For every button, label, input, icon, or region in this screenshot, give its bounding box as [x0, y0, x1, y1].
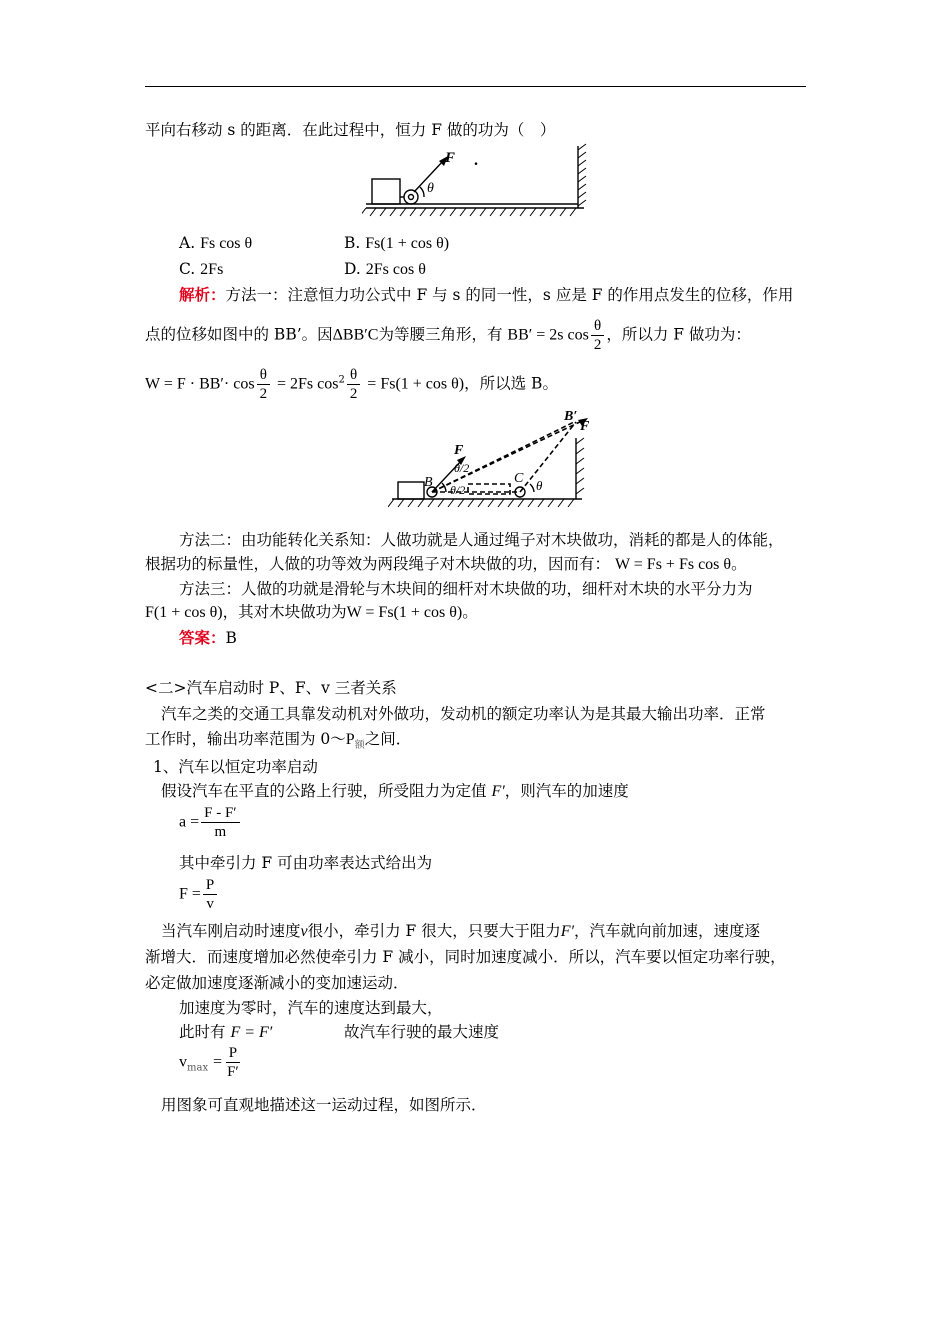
option-c: C. 2Fs — [179, 260, 224, 278]
para-start-line3: 必定做加速度逐渐减小的变加速运动． — [145, 974, 409, 992]
work-equation: W = F · BB′· cos $\frac{\theta}{2}$ = 2Fs $\cos^2$ $\frac{\theta}{2}$ = Fs(1 + cos θ)，所以选 B。 — [145, 367, 558, 402]
para-max-speed-b: 故汽车行驶的最大速度 — [344, 1023, 500, 1041]
figure-displacement — [388, 408, 590, 514]
method2-line1: 方法二：由功能转化关系知：人做功就是人通过绳子对木块做功，消耗的都是人的体能， — [179, 531, 784, 549]
para-traction: 其中牵引力 F 可由功率表达式给出为 — [179, 854, 433, 872]
section-title: <二>汽车启动时 P、F、v 三者关系 — [145, 679, 397, 697]
fig2-label-bprime: B′ — [564, 409, 578, 424]
para-start-line1: 当汽车刚启动时速度v很小，牵引力 F 很大，只要大于阻力F′，汽车就向前加速，速度逐 — [161, 922, 761, 940]
fig2-label-c: C — [514, 471, 524, 486]
method3-line1: 方法三：人做的功就是滑轮与木块间的细杆对木块做的功，细杆对木块的水平分力为 — [179, 580, 753, 598]
fig1-dot: . — [474, 152, 478, 169]
answer-line: 答案：B — [179, 628, 237, 647]
option-d: D. 2Fs cos θ — [344, 260, 426, 278]
analysis-line2: 点的位移如图中的 BB’。因ΔBB′C为等腰三角形，有 BB′ = 2s cos $\frac{\theta}{2}$ ，所以力 F 做功为： — [145, 318, 751, 353]
equation-acceleration: a = $\frac{F - F'}{m}$ — [179, 804, 242, 841]
para-max-speed-a: 此时有 F = F′ — [179, 1023, 273, 1041]
fig2-label-b: B — [424, 475, 433, 490]
fig2-label-half-top: θ/2 — [454, 461, 470, 475]
equation-vmax: $v_{max}$ = $\frac{P}{F'}$ — [179, 1045, 239, 1080]
option-b: B. Fs(1 + cos θ) — [344, 234, 450, 252]
fig2-label-half-bottom: θ/2 — [450, 483, 466, 497]
figure-block-pulley — [362, 142, 598, 220]
analysis-line1: 解析：方法一：注意恒力功公式中 F 与 s 的同一性，s 应是 F 的作用点发生的位移，作用 — [179, 285, 794, 304]
subheading-constant-power: 1、汽车以恒定功率启动 — [153, 758, 318, 776]
fig1-label-theta: θ — [427, 181, 434, 196]
section-para1-line2: 工作时，输出功率范围为 $0\sim P_额$之间． — [145, 730, 412, 751]
header-rule — [145, 86, 806, 87]
option-a: A. Fs cos θ — [179, 234, 253, 252]
question-line: 平向右移动 s 的距离．在此过程中，恒力 F 做的功为（ ） — [145, 121, 556, 139]
para-graph: 用图象可直观地描述这一运动过程，如图所示． — [161, 1096, 487, 1114]
equation-force: F = $\frac{P}{v}$ — [179, 876, 219, 913]
fig2-label-f: F — [454, 443, 464, 458]
fig2-label-f2: F — [580, 419, 590, 434]
method2-line2: 根据功的标量性，人做的功等效为两段绳子对木块做的功，因而有： W = Fs + Fs cos θ。 — [145, 555, 747, 573]
para-start-line2: 渐增大．而速度增加必然使牵引力 F 减小，同时加速度减小．所以，汽车要以恒定功率行驶， — [145, 948, 786, 966]
para-resistance: 假设汽车在平直的公路上行驶，所受阻力为定值 F′，则汽车的加速度 — [161, 782, 629, 800]
fig2-label-theta: θ — [536, 478, 543, 493]
fig1-label-f: F — [445, 150, 456, 166]
method3-line2: F(1 + cos θ)，其对木块做功为W = Fs(1 + cos θ)。 — [145, 603, 478, 621]
para-zero-accel: 加速度为零时，汽车的速度达到最大， — [179, 999, 443, 1017]
section-para1-line1: 汽车之类的交通工具靠发动机对外做功，发动机的额定功率认为是其最大输出功率．正常 — [161, 705, 766, 723]
